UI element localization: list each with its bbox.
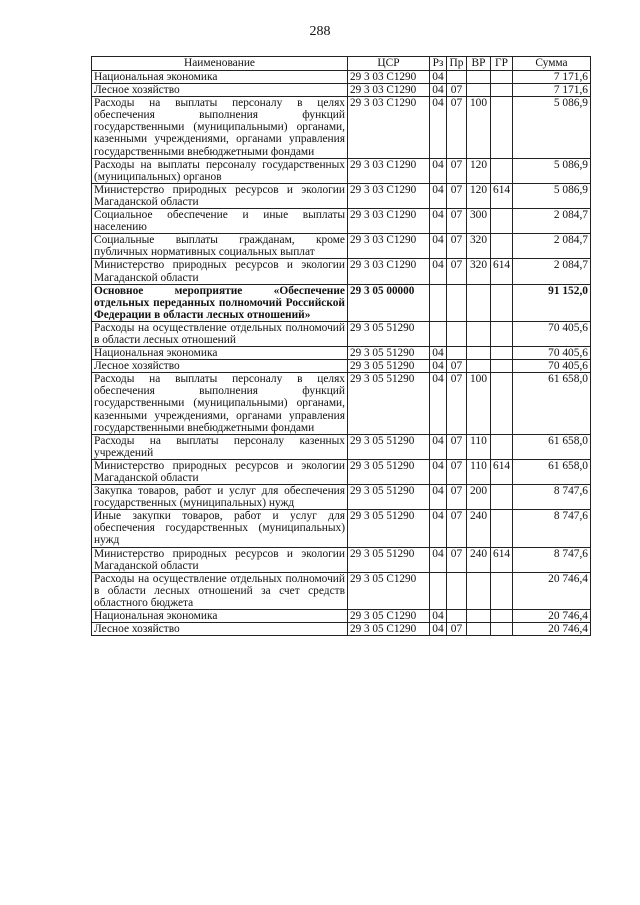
- vr-cell: [467, 284, 491, 321]
- gr-cell: [491, 373, 513, 434]
- gr-cell: [491, 84, 513, 97]
- header-name: Наименование: [92, 57, 348, 71]
- rz-cell: 04: [430, 209, 447, 234]
- gr-cell: [491, 284, 513, 321]
- name-cell: Расходы на выплаты персоналу в целях обеспечения выполнения функций государственными (муниципальными) органами, казенными учреждениями, органами управления государственными внебюджетными фондами: [92, 373, 348, 434]
- gr-cell: 614: [491, 459, 513, 484]
- gr-cell: 614: [491, 547, 513, 572]
- csr-cell: 29 3 03 С1290: [348, 183, 430, 208]
- pr-cell: 07: [447, 485, 467, 510]
- name-cell: Расходы на выплаты персоналу государственных (муниципальных) органов: [92, 158, 348, 183]
- name-cell: Национальная экономика: [92, 71, 348, 84]
- gr-cell: [491, 71, 513, 84]
- rz-cell: 04: [430, 259, 447, 284]
- rz-cell: 04: [430, 623, 447, 636]
- pr-cell: [447, 572, 467, 609]
- gr-cell: 614: [491, 183, 513, 208]
- pr-cell: 07: [447, 234, 467, 259]
- table-row: [92, 510, 591, 547]
- table-row: [92, 84, 591, 97]
- table-row: [92, 485, 591, 510]
- vr-cell: [467, 623, 491, 636]
- sum-cell: 20 746,4: [513, 610, 591, 623]
- csr-cell: 29 3 05 51290: [348, 510, 430, 547]
- gr-cell: [491, 510, 513, 547]
- sum-cell: 8 747,6: [513, 510, 591, 547]
- gr-cell: [491, 321, 513, 346]
- sum-cell: 2 084,7: [513, 234, 591, 259]
- table-row: [92, 259, 591, 284]
- gr-cell: [491, 97, 513, 158]
- rz-cell: [430, 284, 447, 321]
- gr-cell: [491, 434, 513, 459]
- sum-cell: 5 086,9: [513, 183, 591, 208]
- rz-cell: 04: [430, 434, 447, 459]
- rz-cell: 04: [430, 485, 447, 510]
- sum-cell: 70 405,6: [513, 360, 591, 373]
- csr-cell: 29 3 05 С1290: [348, 610, 430, 623]
- sum-cell: 8 747,6: [513, 547, 591, 572]
- table-row: [92, 284, 591, 321]
- gr-cell: [491, 347, 513, 360]
- csr-cell: 29 3 05 51290: [348, 547, 430, 572]
- vr-cell: 320: [467, 234, 491, 259]
- table-row: [92, 347, 591, 360]
- csr-cell: 29 3 03 С1290: [348, 234, 430, 259]
- header-vr: ВР: [467, 57, 491, 71]
- name-cell: Расходы на выплаты персоналу казенных учреждений: [92, 434, 348, 459]
- gr-cell: [491, 485, 513, 510]
- pr-cell: 07: [447, 360, 467, 373]
- header-csr: ЦСР: [348, 57, 430, 71]
- gr-cell: [491, 360, 513, 373]
- name-cell: Закупка товаров, работ и услуг для обеспечения государственных (муниципальных) нужд: [92, 485, 348, 510]
- pr-cell: [447, 347, 467, 360]
- rz-cell: 04: [430, 360, 447, 373]
- vr-cell: 110: [467, 459, 491, 484]
- rz-cell: 04: [430, 158, 447, 183]
- sum-cell: 61 658,0: [513, 434, 591, 459]
- name-cell: Министерство природных ресурсов и экологии Магаданской области: [92, 459, 348, 484]
- table-row: [92, 97, 591, 158]
- table-row: [92, 547, 591, 572]
- name-cell: Иные закупки товаров, работ и услуг для обеспечения государственных (муниципальных) нужд: [92, 510, 348, 547]
- rz-cell: 04: [430, 610, 447, 623]
- csr-cell: 29 3 05 51290: [348, 485, 430, 510]
- header-rz: Рз: [430, 57, 447, 71]
- sum-cell: 91 152,0: [513, 284, 591, 321]
- rz-cell: 04: [430, 373, 447, 434]
- name-cell: Основное мероприятие «Обеспечение отдельных переданных полномочий Российской Федерации в области лесных отношений»: [92, 284, 348, 321]
- rz-cell: 04: [430, 234, 447, 259]
- csr-cell: 29 3 03 С1290: [348, 97, 430, 158]
- table-row: [92, 360, 591, 373]
- pr-cell: 07: [447, 459, 467, 484]
- csr-cell: 29 3 05 51290: [348, 347, 430, 360]
- vr-cell: [467, 610, 491, 623]
- name-cell: Национальная экономика: [92, 347, 348, 360]
- sum-cell: 5 086,9: [513, 97, 591, 158]
- sum-cell: 2 084,7: [513, 209, 591, 234]
- pr-cell: 07: [447, 547, 467, 572]
- table-row: [92, 459, 591, 484]
- vr-cell: [467, 321, 491, 346]
- sum-cell: 7 171,6: [513, 84, 591, 97]
- name-cell: Расходы на выплаты персоналу в целях обеспечения выполнения функций государственными (муниципальными) органами, казенными учреждениями, органами управления государственными внебюджетными фондами: [92, 97, 348, 158]
- pr-cell: 07: [447, 209, 467, 234]
- rz-cell: 04: [430, 510, 447, 547]
- gr-cell: [491, 209, 513, 234]
- rz-cell: 04: [430, 97, 447, 158]
- csr-cell: 29 3 05 С1290: [348, 623, 430, 636]
- name-cell: Расходы на осуществление отдельных полномочий в области лесных отношений за счет средств областного бюджета: [92, 572, 348, 609]
- table-row: [92, 321, 591, 346]
- sum-cell: 70 405,6: [513, 321, 591, 346]
- vr-cell: [467, 572, 491, 609]
- vr-cell: [467, 71, 491, 84]
- vr-cell: 200: [467, 485, 491, 510]
- table-row: [92, 373, 591, 434]
- name-cell: Социальное обеспечение и иные выплаты населению: [92, 209, 348, 234]
- name-cell: Лесное хозяйство: [92, 84, 348, 97]
- sum-cell: 20 746,4: [513, 572, 591, 609]
- pr-cell: [447, 610, 467, 623]
- csr-cell: 29 3 03 С1290: [348, 71, 430, 84]
- vr-cell: 100: [467, 97, 491, 158]
- header-pr: Пр: [447, 57, 467, 71]
- pr-cell: 07: [447, 434, 467, 459]
- table-row: [92, 623, 591, 636]
- rz-cell: 04: [430, 71, 447, 84]
- vr-cell: 240: [467, 547, 491, 572]
- sum-cell: 2 084,7: [513, 259, 591, 284]
- table-row: [92, 572, 591, 609]
- table-row: [92, 71, 591, 84]
- csr-cell: 29 3 03 С1290: [348, 259, 430, 284]
- name-cell: Лесное хозяйство: [92, 360, 348, 373]
- table-row: [92, 209, 591, 234]
- table-body: [92, 71, 591, 636]
- csr-cell: 29 3 03 С1290: [348, 84, 430, 97]
- vr-cell: 110: [467, 434, 491, 459]
- gr-cell: [491, 610, 513, 623]
- rz-cell: [430, 572, 447, 609]
- rz-cell: 04: [430, 547, 447, 572]
- name-cell: Министерство природных ресурсов и экологии Магаданской области: [92, 547, 348, 572]
- csr-cell: 29 3 03 С1290: [348, 158, 430, 183]
- sum-cell: 61 658,0: [513, 459, 591, 484]
- header-sum: Сумма: [513, 57, 591, 71]
- rz-cell: 04: [430, 84, 447, 97]
- vr-cell: 100: [467, 373, 491, 434]
- name-cell: Национальная экономика: [92, 610, 348, 623]
- csr-cell: 29 3 05 51290: [348, 321, 430, 346]
- csr-cell: 29 3 05 51290: [348, 459, 430, 484]
- gr-cell: 614: [491, 259, 513, 284]
- pr-cell: 07: [447, 623, 467, 636]
- vr-cell: [467, 347, 491, 360]
- vr-cell: 240: [467, 510, 491, 547]
- csr-cell: 29 3 03 С1290: [348, 209, 430, 234]
- pr-cell: [447, 284, 467, 321]
- budget-table: [91, 56, 591, 636]
- pr-cell: 07: [447, 259, 467, 284]
- csr-cell: 29 3 05 С1290: [348, 572, 430, 609]
- name-cell: Лесное хозяйство: [92, 623, 348, 636]
- csr-cell: 29 3 05 51290: [348, 373, 430, 434]
- table-row: [92, 158, 591, 183]
- vr-cell: 120: [467, 158, 491, 183]
- rz-cell: 04: [430, 183, 447, 208]
- rz-cell: 04: [430, 347, 447, 360]
- name-cell: Социальные выплаты гражданам, кроме публичных нормативных социальных выплат: [92, 234, 348, 259]
- table-row: [92, 434, 591, 459]
- pr-cell: 07: [447, 97, 467, 158]
- gr-cell: [491, 234, 513, 259]
- sum-cell: 61 658,0: [513, 373, 591, 434]
- vr-cell: 300: [467, 209, 491, 234]
- sum-cell: 8 747,6: [513, 485, 591, 510]
- vr-cell: 320: [467, 259, 491, 284]
- page-number: 288: [309, 24, 331, 39]
- sum-cell: 7 171,6: [513, 71, 591, 84]
- vr-cell: [467, 84, 491, 97]
- name-cell: Министерство природных ресурсов и экологии Магаданской области: [92, 259, 348, 284]
- csr-cell: 29 3 05 51290: [348, 360, 430, 373]
- csr-cell: 29 3 05 00000: [348, 284, 430, 321]
- pr-cell: 07: [447, 158, 467, 183]
- sum-cell: 20 746,4: [513, 623, 591, 636]
- sum-cell: 5 086,9: [513, 158, 591, 183]
- pr-cell: [447, 71, 467, 84]
- gr-cell: [491, 572, 513, 609]
- pr-cell: 07: [447, 510, 467, 547]
- name-cell: Министерство природных ресурсов и экологии Магаданской области: [92, 183, 348, 208]
- pr-cell: 07: [447, 373, 467, 434]
- table-header-row: [92, 57, 591, 71]
- csr-cell: 29 3 05 51290: [348, 434, 430, 459]
- rz-cell: 04: [430, 459, 447, 484]
- table-row: [92, 234, 591, 259]
- rz-cell: [430, 321, 447, 346]
- vr-cell: [467, 360, 491, 373]
- sum-cell: 70 405,6: [513, 347, 591, 360]
- gr-cell: [491, 158, 513, 183]
- pr-cell: [447, 321, 467, 346]
- pr-cell: 07: [447, 84, 467, 97]
- header-gr: ГР: [491, 57, 513, 71]
- name-cell: Расходы на осуществление отдельных полномочий в области лесных отношений: [92, 321, 348, 346]
- pr-cell: 07: [447, 183, 467, 208]
- vr-cell: 120: [467, 183, 491, 208]
- gr-cell: [491, 623, 513, 636]
- table-row: [92, 610, 591, 623]
- table-row: [92, 183, 591, 208]
